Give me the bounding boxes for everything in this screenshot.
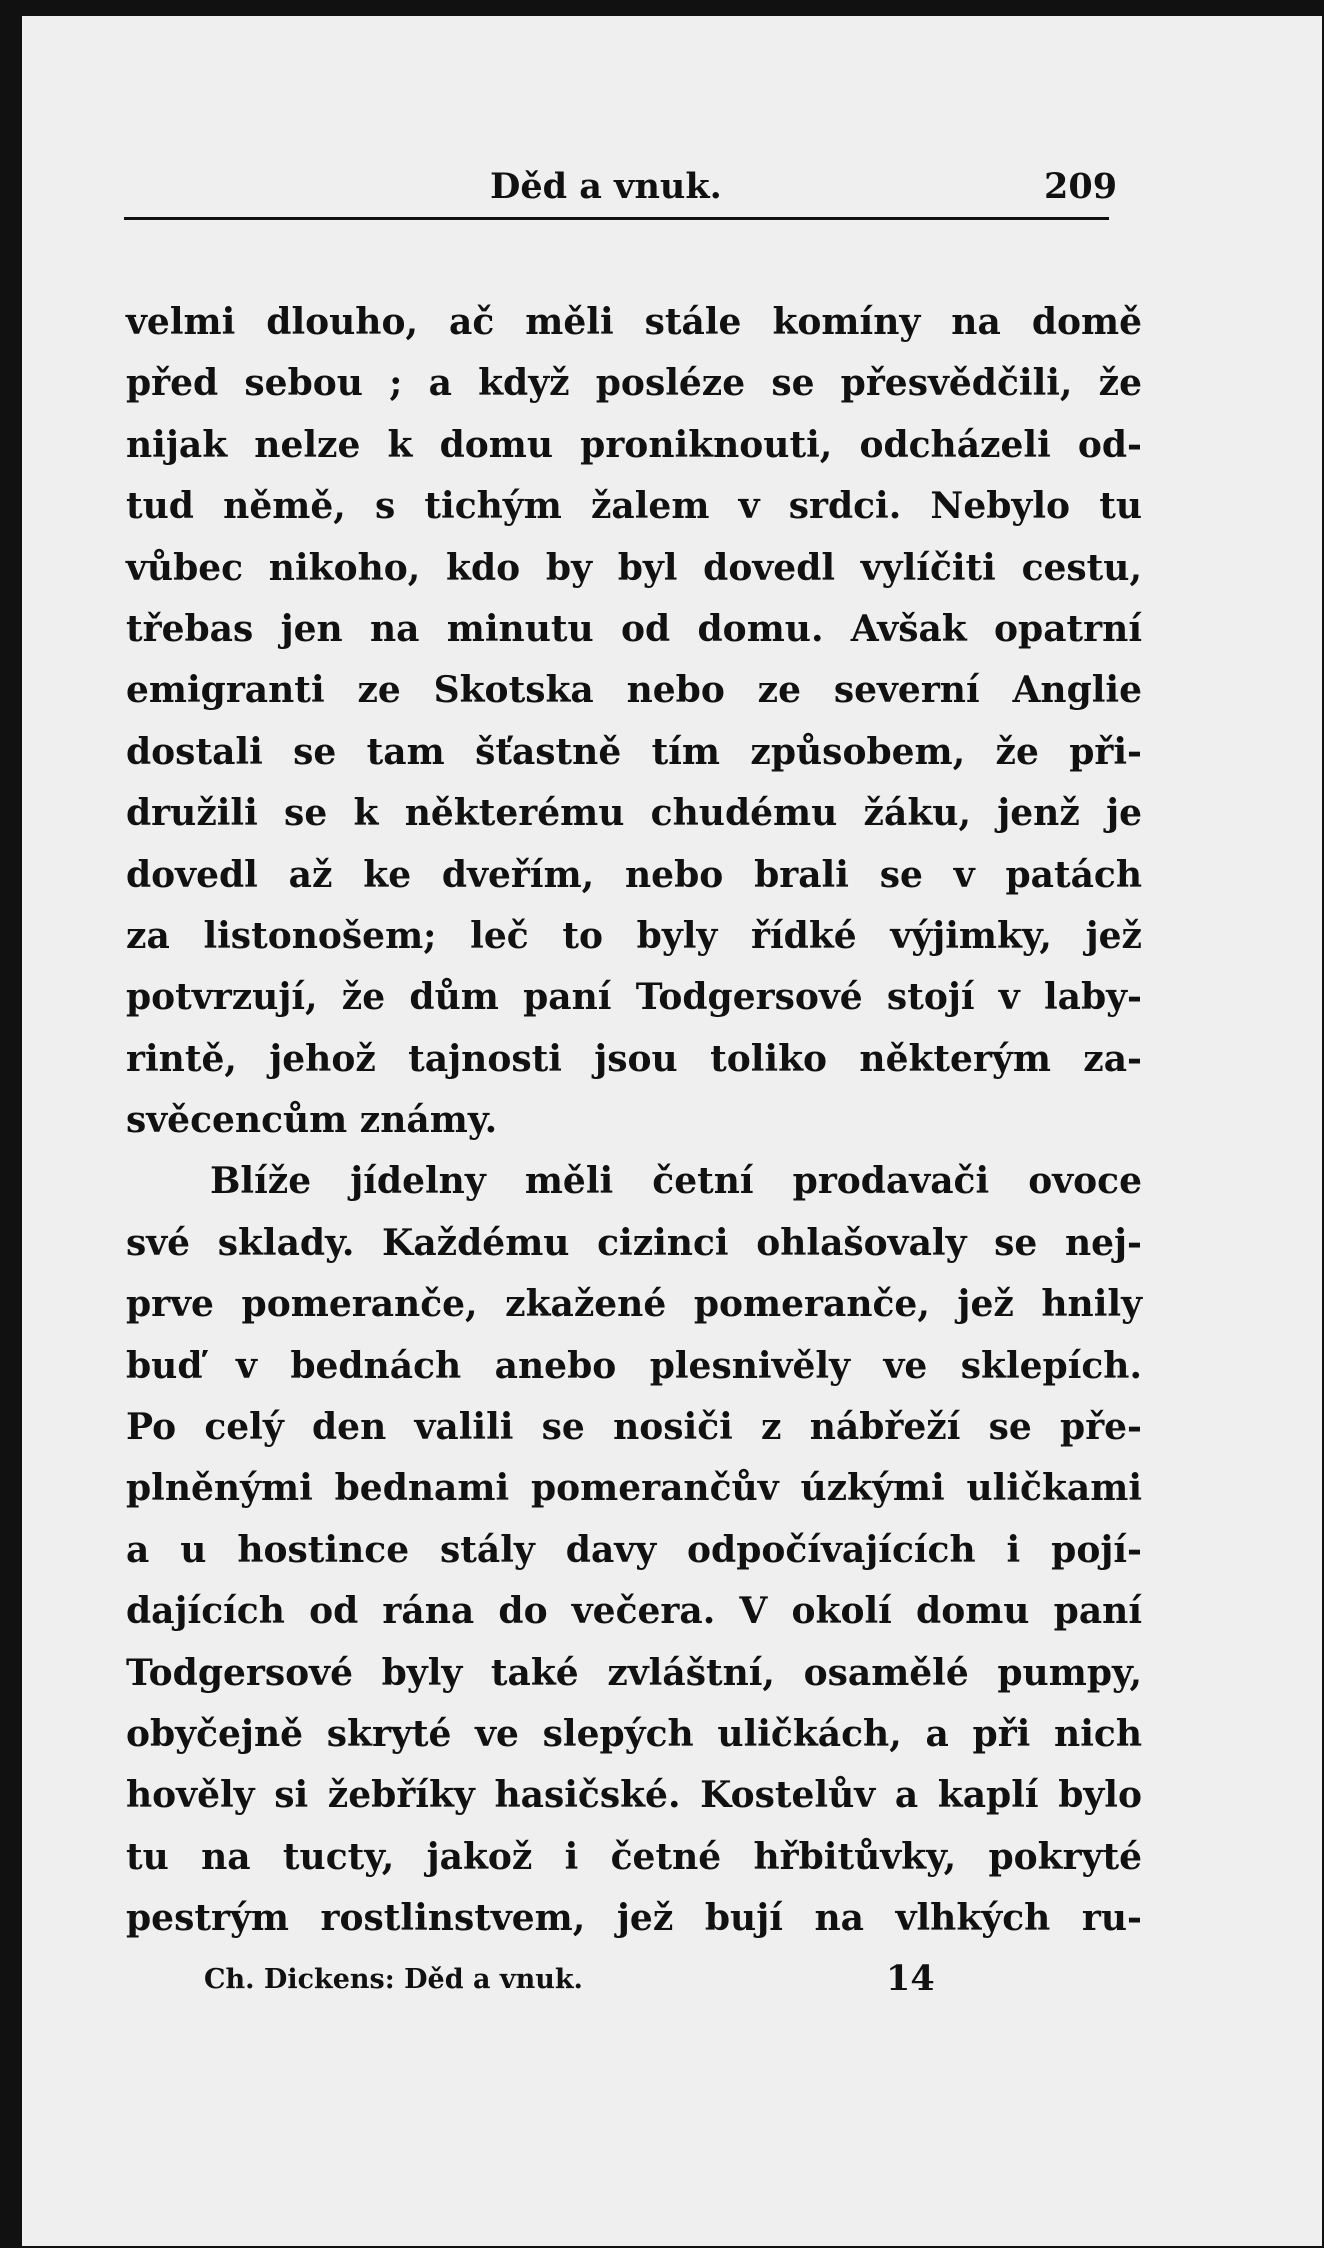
running-header [22,166,1322,216]
text-line: prve pomeranče, zkažené pomeranče, jež hnily [126,1283,1142,1326]
text-line: buď v bednách anebo plesnivěly ve sklepích. [126,1344,1142,1387]
text-line: emigranti ze Skotska nebo ze severní Anglie [126,669,1142,712]
paragraph-first-line: Blíže jídelny měli četní prodavači ovoce [210,1160,1142,1203]
text-line: potvrzují, že dům paní Todgersové stojí v laby- [126,976,1142,1019]
text-line: dovedl až ke dveřím, nebo brali se v patách [126,853,1142,896]
body-text [126,292,1142,1950]
text-line: a u hostince stály davy odpočívajících i pojí- [126,1528,1142,1571]
page-footer [22,1956,1322,2006]
page-number: 209 [1044,166,1118,207]
text-line: dajících od rána do večera. V okolí domu paní [126,1590,1142,1633]
book-page [22,16,1322,2246]
header-rule [124,217,1109,220]
text-line: Todgersové byly také zvláštní, osamělé pumpy, [126,1651,1142,1694]
text-line: pestrým rostlinstvem, jež bují na vlhkých ru- [126,1897,1142,1940]
text-line: tu na tucty, jakož i četné hřbitůvky, pokryté [126,1835,1142,1878]
text-line: velmi dlouho, ač měli stále komíny na domě [126,301,1142,343]
sheet-number: 14 [886,1958,935,1999]
text-line: nijak nelze k domu proniknouti, odcházeli od- [126,423,1142,466]
text-line: hověly si žebříky hasičské. Kostelův a kaplí bylo [126,1774,1142,1817]
text-line: dostali se tam šťastně tím způsobem, že při- [126,730,1142,773]
running-title: Děd a vnuk. [490,166,722,207]
text-line: třebas jen na minutu od domu. Avšak opatrní [126,607,1142,650]
text-line: před sebou ; a když posléze se přesvědčili, že [126,362,1142,405]
text-line: Po celý den valili se nosiči z nábřeží se pře- [126,1406,1142,1449]
text-line: tud němě, s tichým žalem v srdci. Nebylo tu [126,485,1142,528]
text-line: vůbec nikoho, kdo by byl dovedl vylíčiti cestu, [126,546,1142,589]
text-line: obyčejně skryté ve slepých uličkách, a při nich [126,1712,1142,1755]
text-line: svěcencům známy. [126,1099,498,1142]
signature-mark: Ch. Dickens: Děd a vnuk. [204,1964,583,1995]
text-line: za listonošem; leč to byly řídké výjimky, jež [126,914,1142,957]
text-line: družili se k některému chudému žáku, jenž je [126,792,1142,835]
text-line: své sklady. Každému cizinci ohlašovaly se nej- [126,1221,1142,1264]
text-line: plněnými bednami pomerančův úzkými uličkami [126,1467,1142,1510]
text-line: rintě, jehož tajnosti jsou toliko některým za- [126,1037,1142,1080]
